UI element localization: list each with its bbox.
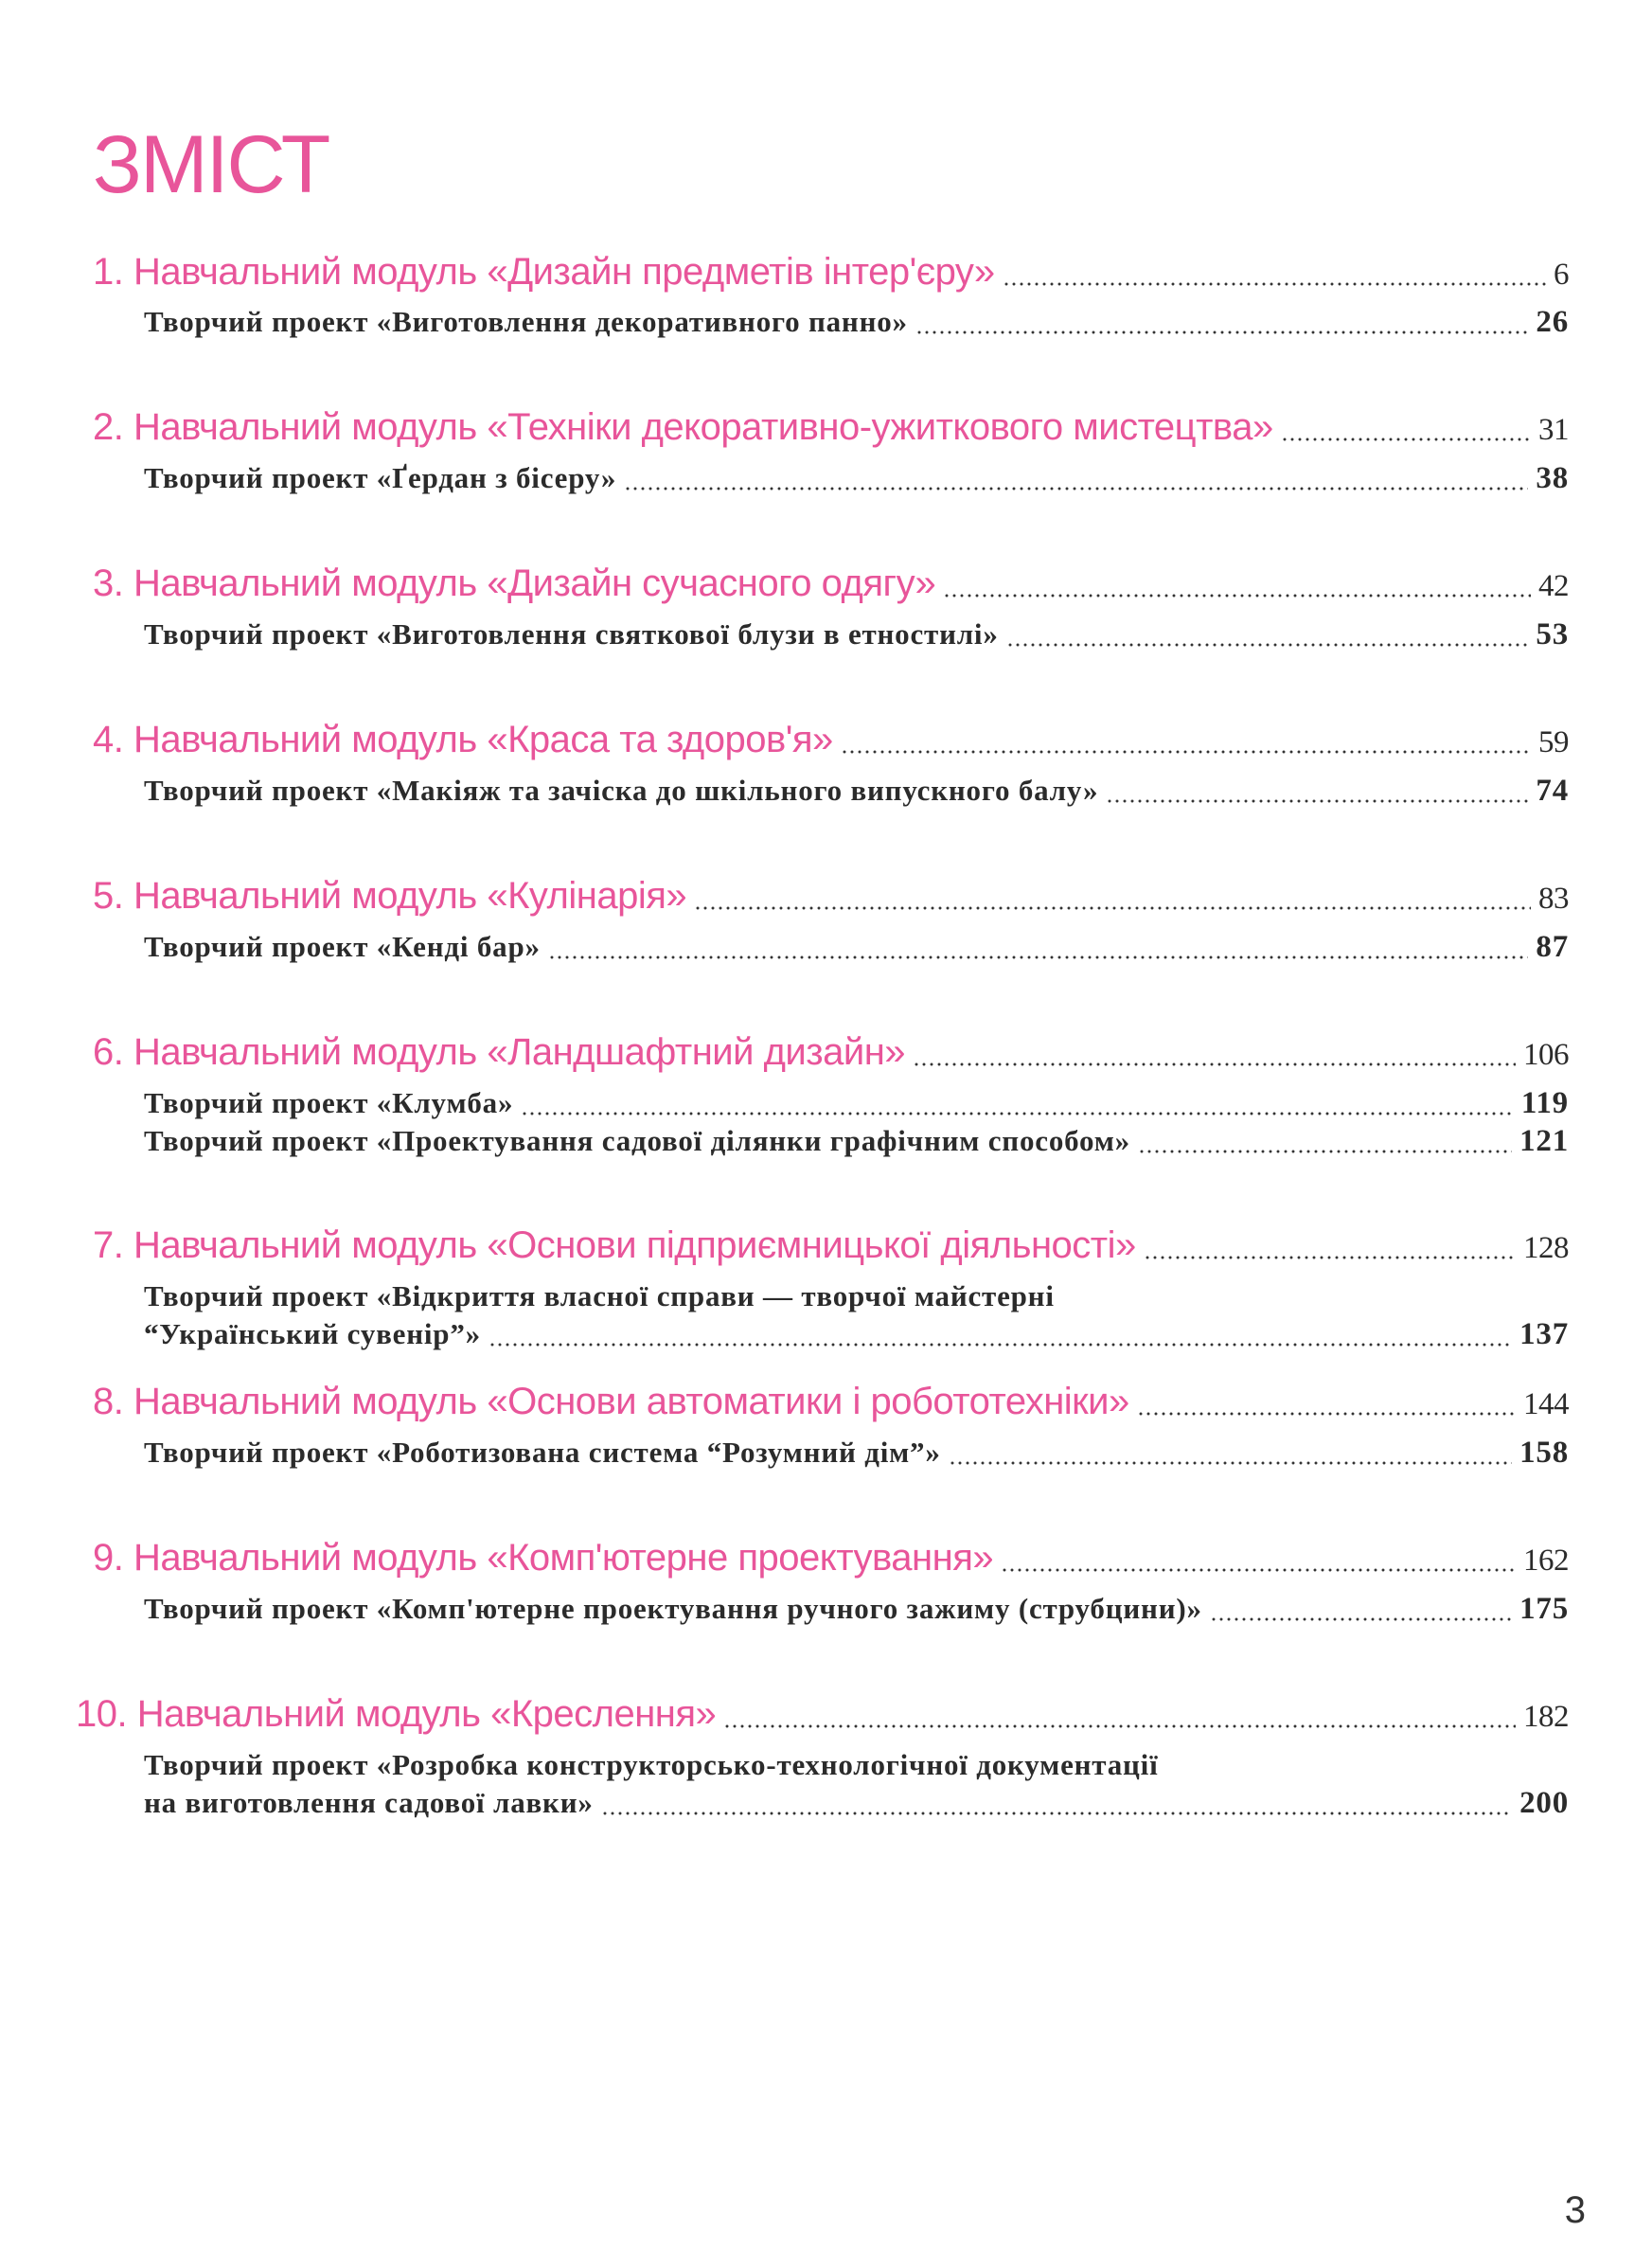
project-page: 121 — [1519, 1124, 1569, 1158]
project-row-5-1[interactable] — [144, 930, 1569, 965]
project-row-4-1[interactable] — [144, 774, 1569, 809]
module-label: 1. Навчальний модуль «Дизайн предметів інтер'єру» — [93, 251, 995, 293]
module-label: 8. Навчальний модуль «Основи автоматики і робототехніки» — [93, 1381, 1129, 1422]
module-page: 6 — [1554, 258, 1569, 292]
module-label: 3. Навчальний модуль «Дизайн сучасного одягу» — [93, 562, 936, 604]
module-page: 83 — [1538, 882, 1569, 916]
project-row-9-1[interactable] — [144, 1592, 1569, 1627]
dot-leader — [841, 723, 1531, 761]
dot-leader — [521, 1092, 1514, 1121]
dot-leader — [488, 1323, 1512, 1352]
project-label: Творчий проект «Роботизована система “Розумний дім”» — [144, 1436, 941, 1469]
module-page: 182 — [1523, 1700, 1569, 1734]
module-row-8[interactable] — [93, 1381, 1569, 1423]
project-label: Творчий проект «Кенді бар» — [144, 930, 541, 963]
project-row-1-1[interactable] — [144, 305, 1569, 340]
module-label: 2. Навчальний модуль «Техніки декоративно-ужиткового мистецтва» — [93, 406, 1273, 448]
project-label: Творчий проект «Виготовлення декоративного панно» — [144, 305, 908, 338]
module-label: 10. Навчальний модуль «Креслення» — [76, 1693, 717, 1735]
dot-leader — [1001, 1542, 1516, 1580]
module-row-5[interactable] — [93, 875, 1569, 918]
project-label: Творчий проект «Ґердан з бісеру» — [144, 461, 617, 494]
module-row-1[interactable] — [93, 251, 1569, 294]
project-page: 53 — [1536, 617, 1569, 651]
project-label: “Український сувенір”» — [144, 1317, 481, 1350]
dot-leader — [943, 567, 1531, 605]
module-row-9[interactable] — [93, 1537, 1569, 1580]
project-label: Творчий проект «Виготовлення святкової блузи в етностилі» — [144, 617, 999, 651]
module-label: 5. Навчальний модуль «Кулінарія» — [93, 875, 687, 917]
module-page: 42 — [1538, 569, 1569, 603]
project-row-7-1[interactable] — [144, 1317, 1569, 1352]
project-page: 175 — [1519, 1592, 1569, 1626]
project-row-6-2[interactable] — [144, 1124, 1569, 1159]
module-row-10[interactable] — [76, 1693, 1569, 1736]
dot-leader — [1003, 256, 1546, 294]
project-page: 38 — [1536, 461, 1569, 495]
module-row-7[interactable] — [93, 1224, 1569, 1267]
dot-leader — [1006, 623, 1529, 652]
project-label: Творчий проект «Клумба» — [144, 1086, 514, 1119]
module-label: 4. Навчальний модуль «Краса та здоров'я» — [93, 719, 833, 760]
project-label-line1: Творчий проект «Відкриття власної справи — творчої майстерні — [144, 1279, 1055, 1312]
module-label: 7. Навчальний модуль «Основи підприємницької діяльності» — [93, 1224, 1136, 1266]
project-row-8-1[interactable] — [144, 1436, 1569, 1471]
dot-leader — [1138, 1130, 1512, 1159]
module-page: 106 — [1523, 1038, 1569, 1072]
dot-leader — [1281, 411, 1531, 449]
project-page: 119 — [1520, 1086, 1569, 1120]
project-page: 87 — [1536, 930, 1569, 964]
project-row-10-1[interactable] — [144, 1786, 1569, 1821]
project-page: 158 — [1519, 1436, 1569, 1470]
module-row-3[interactable] — [93, 562, 1569, 605]
dot-leader — [624, 467, 1528, 496]
module-page: 31 — [1538, 413, 1569, 447]
dot-leader — [601, 1792, 1512, 1821]
project-page: 26 — [1536, 305, 1569, 339]
dot-leader — [694, 880, 1531, 918]
module-label: 6. Навчальний модуль «Ландшафтний дизайн» — [93, 1031, 906, 1073]
dot-leader — [949, 1441, 1512, 1471]
project-row-3-1[interactable] — [144, 617, 1569, 652]
project-label: Творчий проект «Макіяж та зачіска до шкільного випускного балу» — [144, 774, 1099, 807]
project-label-line1: Творчий проект «Розробка конструкторсько-технологічної документації — [144, 1748, 1159, 1781]
project-label: Творчий проект «Комп'ютерне проектування ручного зажиму (струбцини)» — [144, 1592, 1202, 1625]
module-page: 162 — [1523, 1544, 1569, 1578]
project-row-6-1[interactable] — [144, 1086, 1569, 1121]
dot-leader — [548, 936, 1529, 965]
project-label: Творчий проект «Проектування садової ділянки графічним способом» — [144, 1124, 1130, 1157]
dot-leader — [1137, 1385, 1516, 1423]
project-page: 200 — [1519, 1786, 1569, 1820]
dot-leader — [913, 1036, 1516, 1074]
module-page: 59 — [1538, 725, 1569, 759]
project-page: 74 — [1536, 774, 1569, 808]
project-label: на виготовлення садової лавки» — [144, 1786, 594, 1819]
module-row-4[interactable] — [93, 719, 1569, 761]
page-number: 3 — [1564, 2189, 1586, 2231]
dot-leader — [1210, 1598, 1512, 1627]
project-page: 137 — [1519, 1317, 1569, 1351]
project-row-2-1[interactable] — [144, 461, 1569, 496]
dot-leader — [1144, 1229, 1516, 1267]
dot-leader — [915, 311, 1529, 340]
dot-leader — [723, 1698, 1516, 1736]
module-page: 128 — [1523, 1231, 1569, 1265]
module-page: 144 — [1523, 1387, 1569, 1421]
page-title: ЗМІСТ — [93, 119, 329, 210]
module-row-2[interactable] — [93, 406, 1569, 449]
module-label: 9. Навчальний модуль «Комп'ютерне проектування» — [93, 1537, 994, 1579]
dot-leader — [1106, 779, 1528, 809]
module-row-6[interactable] — [93, 1031, 1569, 1074]
